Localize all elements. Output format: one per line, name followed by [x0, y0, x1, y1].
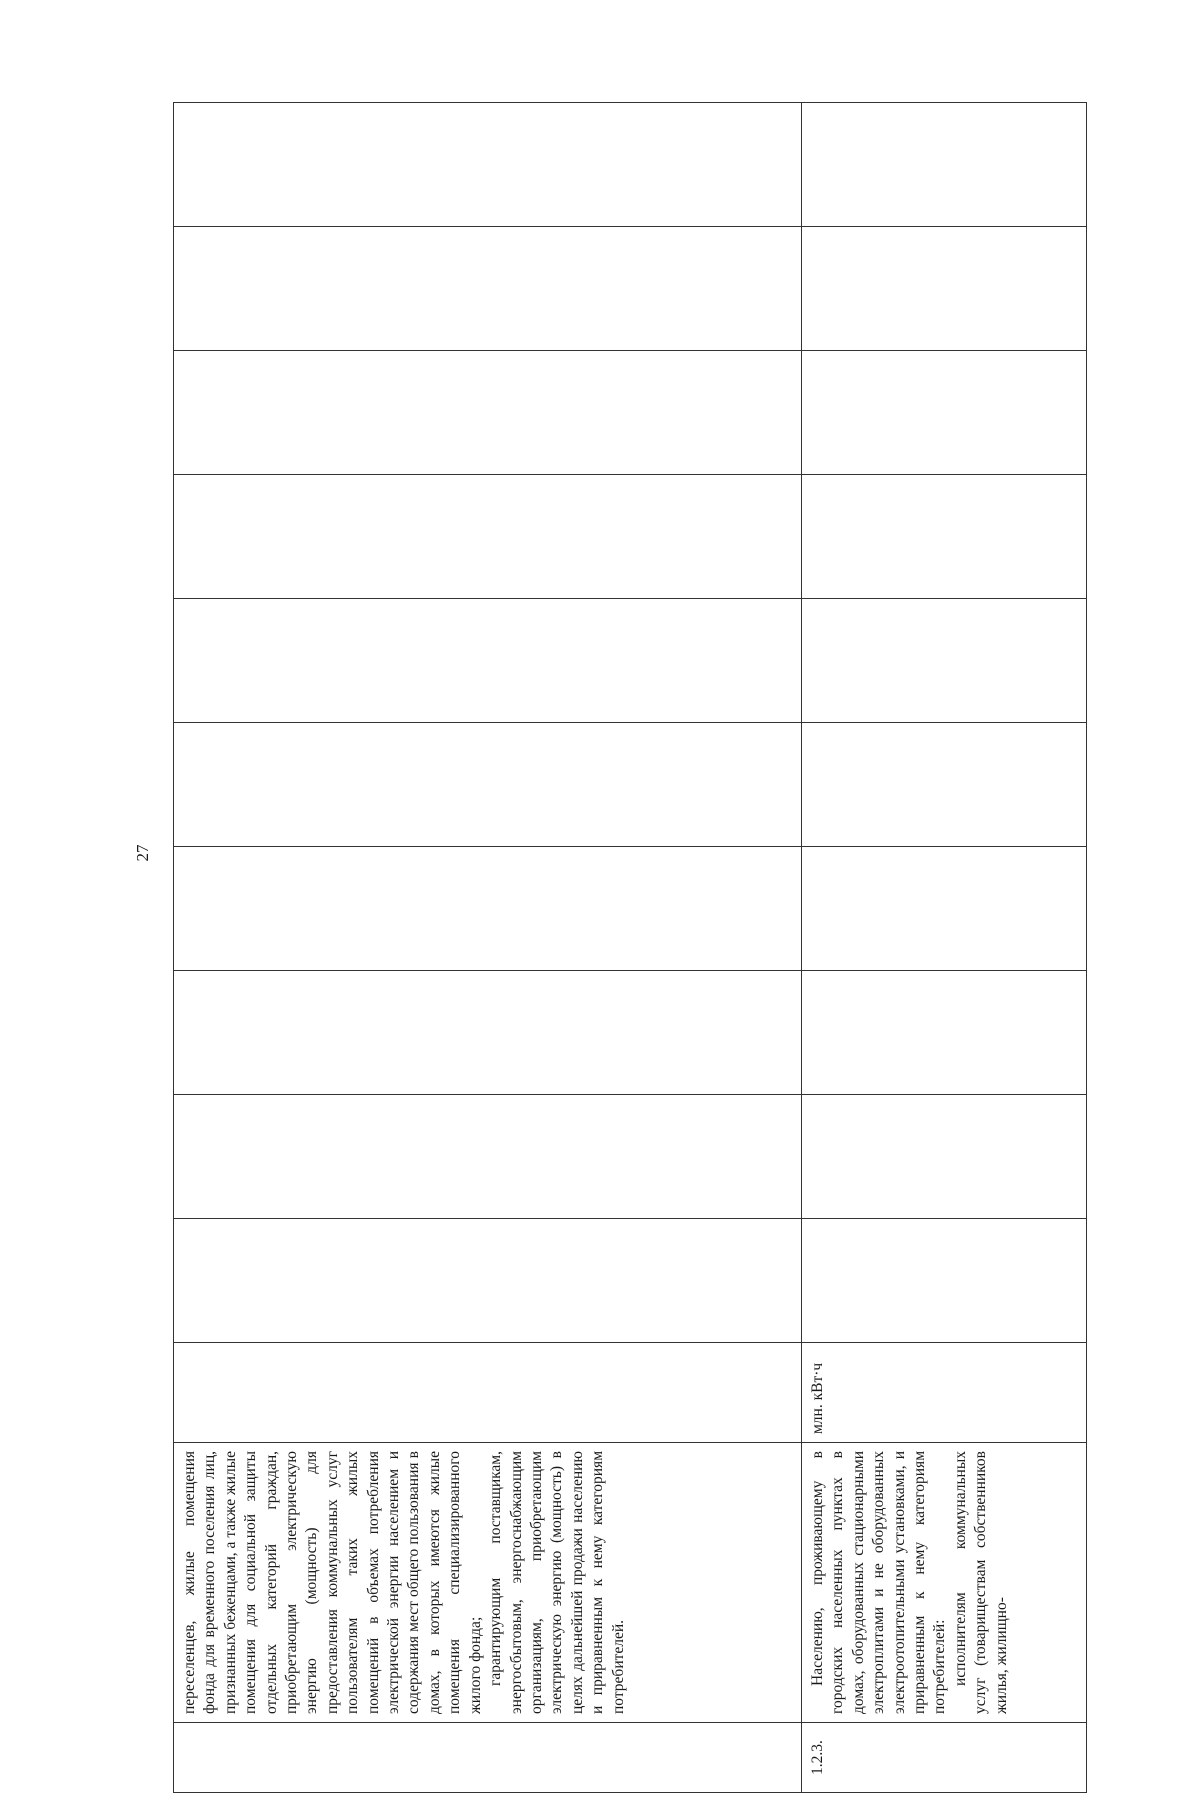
table-row — [802, 103, 1087, 1793]
value-cell — [174, 351, 802, 475]
value-cell — [802, 971, 1087, 1095]
tariff-table-frame — [173, 103, 1086, 1793]
value-cell — [174, 1219, 802, 1343]
value-cell — [174, 1095, 802, 1219]
row-number — [174, 1723, 802, 1793]
description-paragraph: исполнителям коммунальных услуг (товариществам собственников жилья, жилищно- — [951, 1451, 1010, 1714]
row-description — [174, 1443, 802, 1723]
value-cell — [802, 599, 1087, 723]
value-cell — [802, 475, 1087, 599]
value-cell — [802, 103, 1087, 227]
value-cell — [174, 103, 802, 227]
value-cell — [174, 227, 802, 351]
value-cell — [174, 847, 802, 971]
value-cell — [174, 971, 802, 1095]
value-cell — [802, 351, 1087, 475]
value-cell — [174, 475, 802, 599]
row-number: 1.2.3. — [802, 1723, 1087, 1793]
table-row — [174, 103, 802, 1793]
value-cell — [802, 1095, 1087, 1219]
tariff-table — [173, 102, 1087, 1793]
value-cell — [802, 227, 1087, 351]
value-cell — [802, 847, 1087, 971]
value-cell — [174, 599, 802, 723]
unit-cell: млн. кВт·ч — [802, 1343, 1087, 1443]
value-cell — [174, 723, 802, 847]
description-paragraph: гарантирующим поставщикам, энергосбытовым, энергоснабжающим организациям, приобретающим электрическую энергию (мощность) в целях дальнейшей продажи населению и приравненным к нему категориям потребителей. — [487, 1451, 627, 1714]
description-paragraph: Населению, проживающему в городских населенных пунктах в домах, оборудованных стационарными электроплитами и не оборудованных электроотопительными установками, и приравненным к нему категориям потребителей: — [809, 1451, 949, 1714]
description-paragraph: переселенцев, жилые помещения фонда для временного поселения лиц, признанных беженцами, а также жилые помещения для социальной защиты отдельных категорий граждан, приобретающим электрическую энергию (мощность) для предоставления коммунальных услуг пользователям таких жилых помещений в объемах потребления электрической энергии населением и содержания мест общего пользования в домах, в которых имеются жилые помещения специализированного жилого фонда; — [181, 1451, 484, 1714]
value-cell — [802, 723, 1087, 847]
page-number: 27 — [133, 844, 152, 862]
row-description — [802, 1443, 1087, 1723]
unit-cell — [174, 1343, 802, 1443]
value-cell — [802, 1219, 1087, 1343]
